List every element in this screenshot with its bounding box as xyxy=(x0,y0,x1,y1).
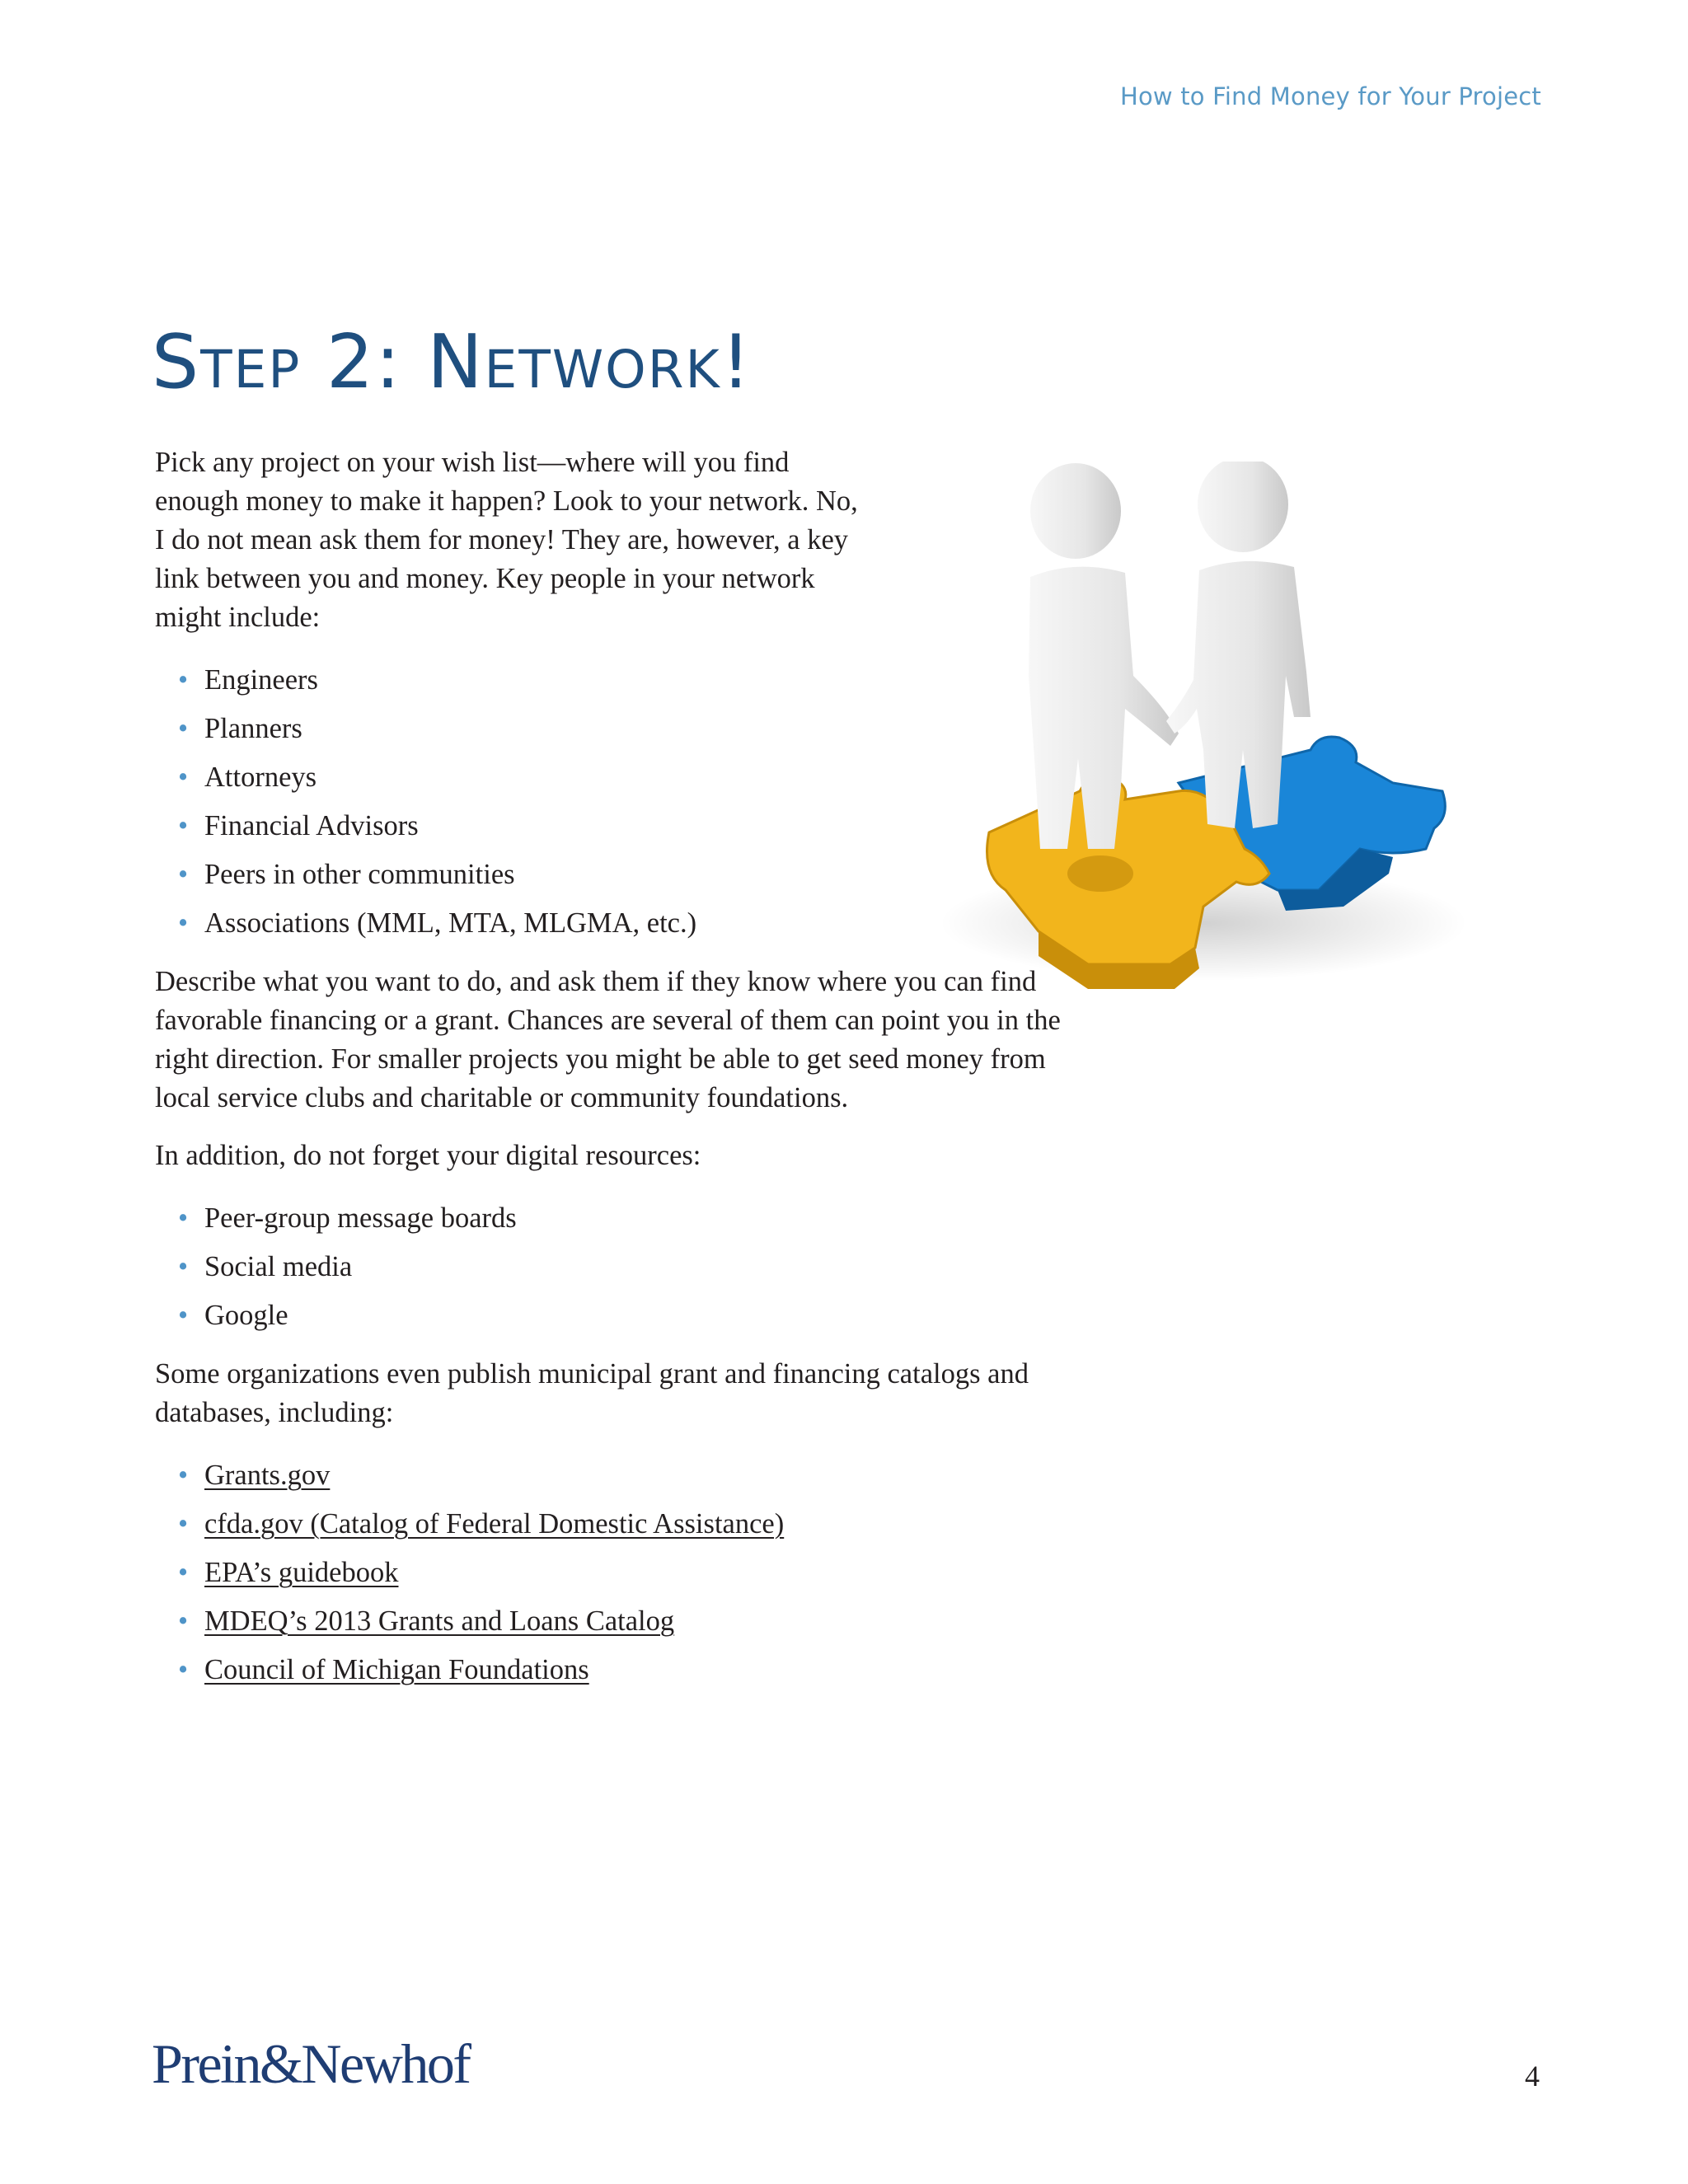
grants-gov-link[interactable]: Grants.gov xyxy=(204,1460,331,1491)
intro-paragraph: Pick any project on your wish list—where will you find enough money to make it happen? Look to your network. No, I do not mean ask them for money! They are, however, a key link between you and money. Key people in your network might include: xyxy=(155,447,858,633)
running-head: How to Find Money for Your Project xyxy=(1119,82,1541,110)
list-item: • Engineers xyxy=(155,656,1128,705)
list-item xyxy=(155,1500,1128,1549)
describe-paragraph xyxy=(155,963,1095,1118)
epa-guidebook-link[interactable]: EPA’s guidebook xyxy=(204,1557,399,1588)
network-people-list xyxy=(155,656,1128,948)
list-item: • Peer-group message boards xyxy=(155,1194,1128,1243)
list-item xyxy=(155,1597,1128,1646)
digital-resources-list xyxy=(155,1194,1128,1340)
list-item: • Associations (MML, MTA, MLGMA, etc.) xyxy=(155,899,1128,948)
digital-intro-paragraph: In addition, do not forget your digital resources: xyxy=(155,1140,701,1171)
catalogs-intro-paragraph: Some organizations even publish municipal grant and financing catalogs and databases, including: xyxy=(155,1358,1029,1428)
cfda-gov-link[interactable]: cfda.gov (Catalog of Federal Domestic Assistance) xyxy=(204,1508,785,1540)
company-logo: Prein&Newhof xyxy=(152,2032,470,2095)
list-item: • Attorneys xyxy=(155,753,1128,802)
describe-text: Describe what you want to do, and ask them if they know where you can find favorable financing or a grant. Chances are several of them can point you in the right direction. For smaller projects you might be able to get seed money from local service clubs and charitable or community foundations. xyxy=(155,966,1061,1113)
list-item: • Social media xyxy=(155,1243,1128,1291)
list-item xyxy=(155,1451,1128,1500)
catalog-links-list xyxy=(155,1451,1128,1694)
page-number: 4 xyxy=(1525,2060,1540,2093)
body-text xyxy=(155,443,1128,1709)
list-item xyxy=(155,1549,1128,1597)
page-title: Step 2: Network! xyxy=(152,319,753,405)
list-item: • Google xyxy=(155,1291,1128,1340)
list-item: • Financial Advisors xyxy=(155,802,1128,851)
list-item xyxy=(155,1646,1128,1694)
list-item: • Peers in other communities xyxy=(155,851,1128,899)
mdeq-catalog-link[interactable]: MDEQ’s 2013 Grants and Loans Catalog xyxy=(204,1605,675,1637)
list-item: • Planners xyxy=(155,705,1128,753)
council-michigan-foundations-link[interactable]: Council of Michigan Foundations xyxy=(204,1654,589,1685)
